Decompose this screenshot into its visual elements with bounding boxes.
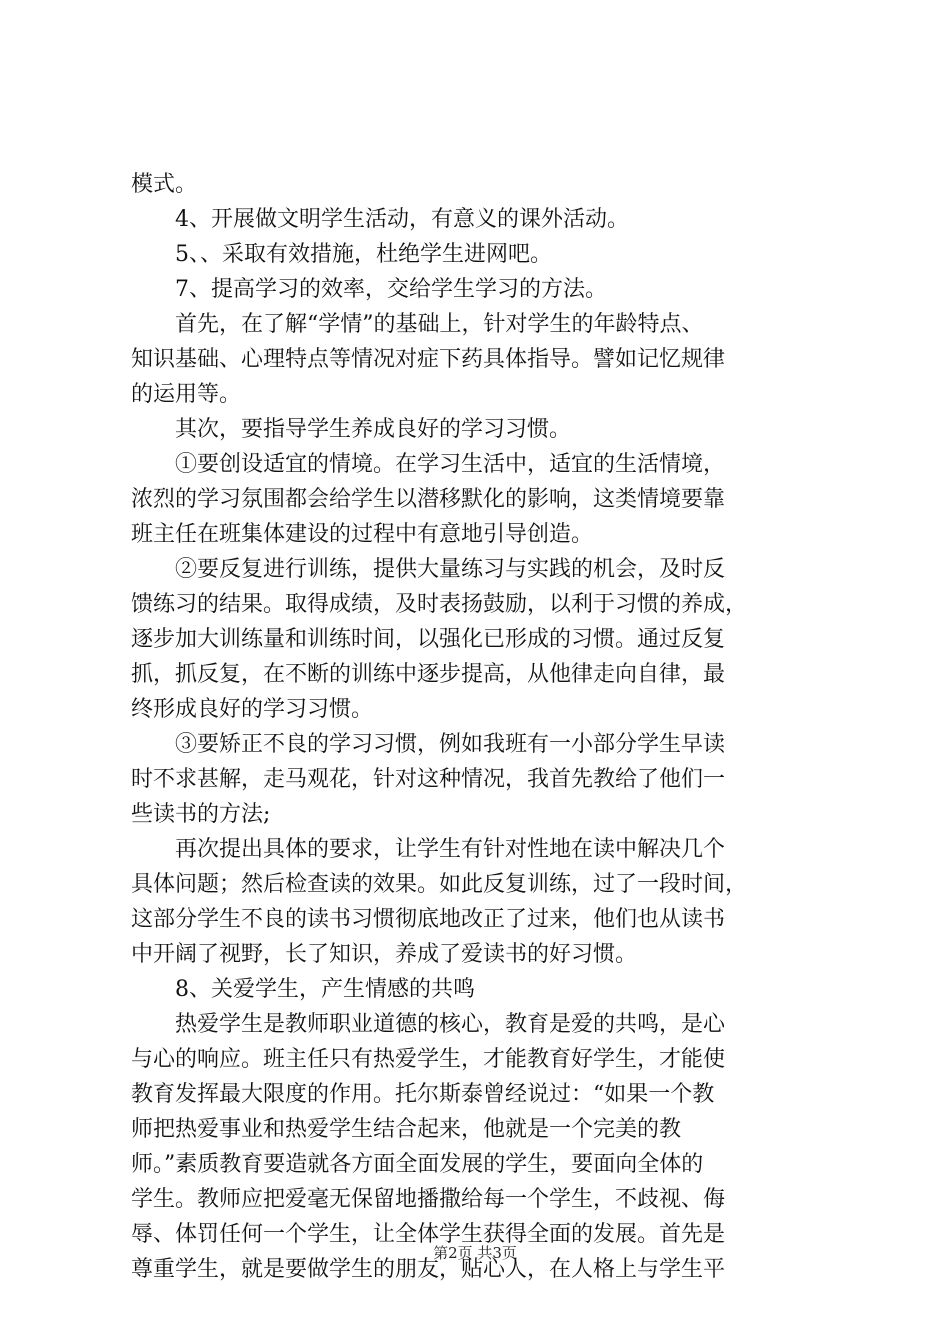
text-line: 中开阔了视野，长了知识，养成了爱读书的好习惯。 <box>131 942 638 967</box>
text-line: ①要创设适宜的情境。在学习生活中，适宜的生活情境， <box>175 452 726 477</box>
text-line: 辱、体罚任何一个学生，让全体学生获得全面的发展。首先是 <box>131 1222 726 1247</box>
text-line: ③要矫正不良的学习习惯，例如我班有一小部分学生早读 <box>175 732 726 757</box>
text-line: 的运用等。 <box>131 382 242 407</box>
text-line: 教育发挥最大限度的作用。托尔斯泰曾经说过：“如果一个教 <box>131 1082 715 1107</box>
text-line: 8、关爱学生，产生情感的共鸣 <box>175 977 475 1002</box>
text-line: 学生。教师应把爱毫无保留地播撒给每一个学生，不歧视、侮 <box>131 1187 726 1212</box>
text-line: 首先，在了解“学情”的基础上，针对学生的年龄特点、 <box>175 312 704 337</box>
text-line: 热爱学生是教师职业道德的核心，教育是爱的共鸣，是心 <box>175 1012 726 1037</box>
text-line: ②要反复进行训练，提供大量练习与实践的机会，及时反 <box>175 557 726 582</box>
text-line: 些读书的方法; <box>131 802 271 827</box>
text-line: 7、提高学习的效率，交给学生学习的方法。 <box>175 277 607 302</box>
text-line: 知识基础、心理特点等情况对症下药具体指导。譬如记忆规律 <box>131 347 726 372</box>
text-line: 师。”素质教育要造就各方面全面发展的学生，要面向全体的 <box>131 1152 704 1177</box>
text-line: 这部分学生不良的读书习惯彻底地改正了过来，他们也从读书 <box>131 907 726 932</box>
text-line: 抓，抓反复，在不断的训练中逐步提高，从他律走向自律，最 <box>131 662 726 687</box>
text-line: 4、开展做文明学生活动，有意义的课外活动。 <box>175 207 629 232</box>
text-line: 5、、采取有效措施，杜绝学生进网吧。 <box>175 242 552 267</box>
text-line: 其次，要指导学生养成良好的学习习惯。 <box>175 417 572 442</box>
text-line: 具体问题；然后检查读的效果。如此反复训练，过了一段时间， <box>131 872 748 897</box>
text-line: 尊重学生，就是要做学生的朋友，贴心人，在人格上与学生平 <box>131 1257 726 1282</box>
text-line: 逐步加大训练量和训练时间，以强化已形成的习惯。通过反复 <box>131 627 726 652</box>
text-line: 馈练习的结果。取得成绩，及时表扬鼓励，以利于习惯的养成， <box>131 592 748 617</box>
text-line: 模式。 <box>131 172 198 197</box>
text-line: 师把热爱事业和热爱学生结合起来，他就是一个完美的教 <box>131 1117 682 1142</box>
text-line: 浓烈的学习氛围都会给学生以潜移默化的影响，这类情境要靠 <box>131 487 726 512</box>
text-line: 与心的响应。班主任只有热爱学生，才能教育好学生，才能使 <box>131 1047 726 1072</box>
text-line: 再次提出具体的要求，让学生有针对性地在读中解决几个 <box>175 837 726 862</box>
text-line: 时不求甚解，走马观花，针对这种情况，我首先教给了他们一 <box>131 767 726 792</box>
text-line: 终形成良好的学习习惯。 <box>131 697 374 722</box>
page-number-footer: 第2页 共3页 <box>433 1244 517 1262</box>
text-line: 班主任在班集体建设的过程中有意地引导创造。 <box>131 522 594 547</box>
